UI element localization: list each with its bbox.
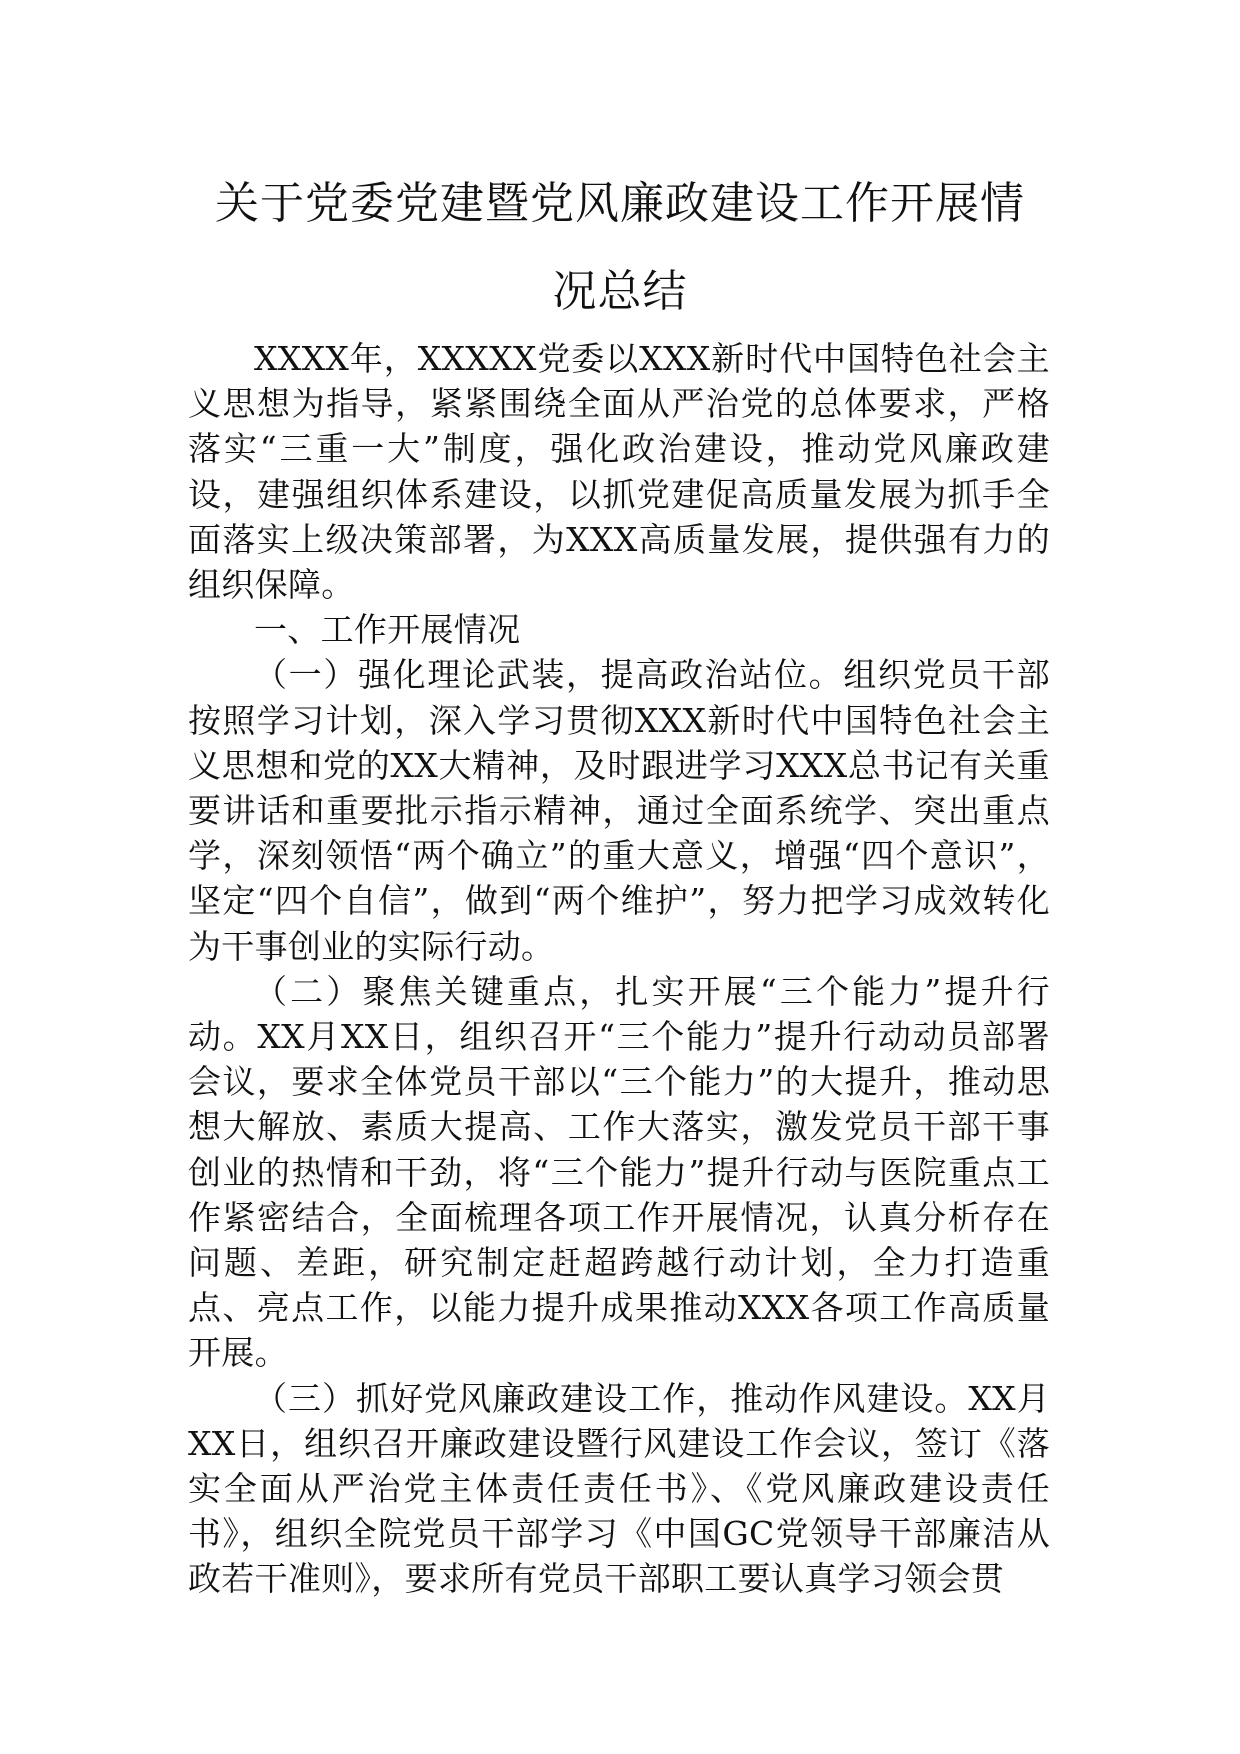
paragraph-item-2: （二）聚焦关键重点，扎实开展“三个能力”提升行动。XX月XX日，组织召开“三个能力”提升行动动员部署会议，要求全体党员干部以“三个能力”的大提升，推动思想大解放、素质大提高、工作大落实，激发党员干部干事创业的热情和干劲，将“三个能力”提升行动与医院重点工作紧密结合，全面梳理各项工作开展情况，认真分析存在问题、差距，研究制定赶超跨越行动计划，全力打造重点、亮点工作，以能力提升成果推动XXX各项工作高质量开展。 bbox=[188, 971, 1050, 1373]
paragraph-item-1: （一）强化理论武装，提高政治站位。组织党员干部按照学习计划，深入学习贯彻XXX新时代中国特色社会主义思想和党的XX大精神，及时跟进学习XXX总书记有关重要讲话和重要批示指示精神，通过全面系统学、突出重点学，深刻领悟“两个确立”的重大意义，增强“四个意识”，坚定“四个自信”，做到“两个维护”，努力把学习成效转化为干事创业的实际行动。 bbox=[188, 655, 1050, 966]
paragraph-item-3: （三）抓好党风廉政建设工作，推动作风建设。XX月XX日，组织召开廉政建设暨行风建设工作会议，签订《落实全面从严治党主体责任责任书》、《党风廉政建设责任书》，组织全院党员干部学习《中国GC党领导干部廉洁从政若干准则》，要求所有党员干部职工要认真学习领会贯 bbox=[188, 1378, 1050, 1599]
document-title bbox=[160, 160, 1080, 336]
section-heading: 一、工作开展情况 bbox=[254, 610, 521, 650]
document-body bbox=[188, 336, 1050, 1602]
intro-paragraph: XXXX年，XXXXX党委以XXX新时代中国特色社会主义思想为指导，紧紧围绕全面从严治党的总体要求，严格落实“三重一大”制度，强化政治建设，推动党风廉政建设，建强组织体系建设，以抓党建促高质量发展为抓手全面落实上级决策部署，为XXX高质量发展，提供强有力的组织保障。 bbox=[188, 339, 1050, 605]
title-line-1: 关于党委党建暨党风廉政建设工作开展情 bbox=[215, 178, 1025, 229]
title-line-2: 况总结 bbox=[552, 266, 688, 317]
